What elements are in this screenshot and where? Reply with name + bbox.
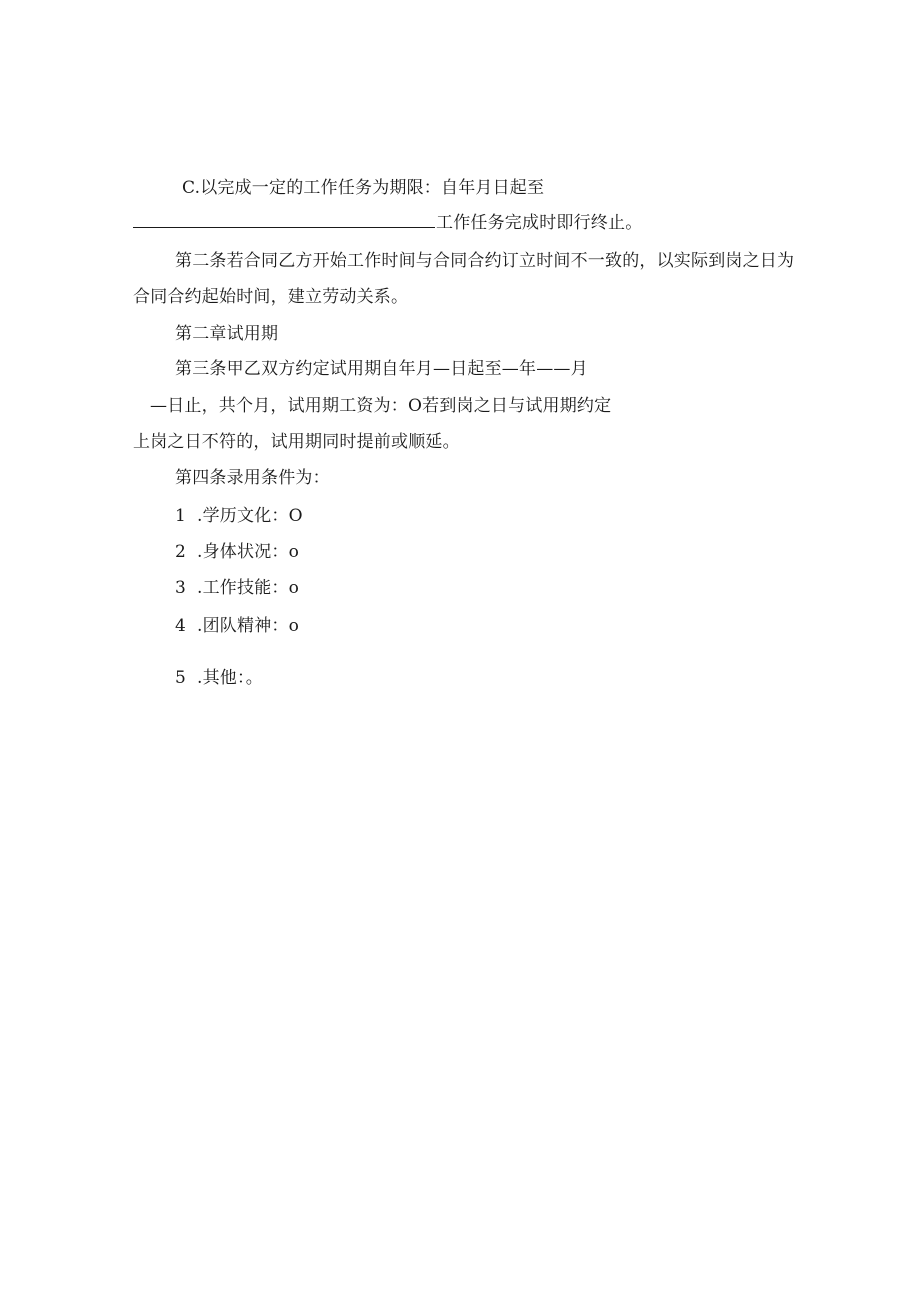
article2-text-2: 合同合约起始时间，建立劳动关系。 <box>133 287 409 307</box>
list-item-number: 1 <box>175 506 187 526</box>
list-item <box>175 505 303 527</box>
clause-c-end-text: 工作任务完成时即行终止。 <box>436 213 643 233</box>
chapter2-title: 第二章试用期 <box>175 324 279 344</box>
list-item <box>175 577 299 599</box>
article2-text-1: 第二条若合同乙方开始工作时间与合同合约订立时间不一致的，以实际到岗之日为 <box>175 251 795 271</box>
list-item-number: 4 <box>175 616 187 636</box>
list-item-text: .团队精神：o <box>197 616 300 636</box>
article3-text-3: 上岗之日不符的，试用期同时提前或顺延。 <box>133 432 460 452</box>
list-item-text: .其他：。 <box>197 668 263 688</box>
list-item-number: 5 <box>175 668 187 688</box>
list-item <box>175 667 263 689</box>
list-item-text: .工作技能：o <box>197 578 300 598</box>
list-item <box>175 615 299 637</box>
article3-line1 <box>175 358 588 380</box>
list-item-text: .学历文化：O <box>197 506 303 526</box>
list-item-number: 3 <box>175 578 187 598</box>
article4-title: 第四条录用条件为： <box>175 468 330 488</box>
clause-c-text: C.以完成一定的工作任务为期限：自年月日起至 <box>182 178 545 198</box>
article4-heading <box>175 467 330 489</box>
article3-text-1: 第三条甲乙双方约定试用期自年月—日起至—年——月 <box>175 359 588 379</box>
article2-line1 <box>175 250 794 272</box>
article2-line2 <box>133 286 408 308</box>
list-item <box>175 541 299 563</box>
article3-text-2: —日止，共个月，试用期工资为：O若到岗之日与试用期约定 <box>150 396 612 416</box>
list-item-text: .身体状况：o <box>197 542 300 562</box>
article3-line2 <box>150 395 611 417</box>
list-item-number: 2 <box>175 542 187 562</box>
chapter2-heading <box>175 323 278 345</box>
fill-in-blank <box>133 213 435 228</box>
clause-c-continuation <box>133 212 642 234</box>
clause-c-line <box>182 177 544 199</box>
article3-line3 <box>133 431 460 453</box>
